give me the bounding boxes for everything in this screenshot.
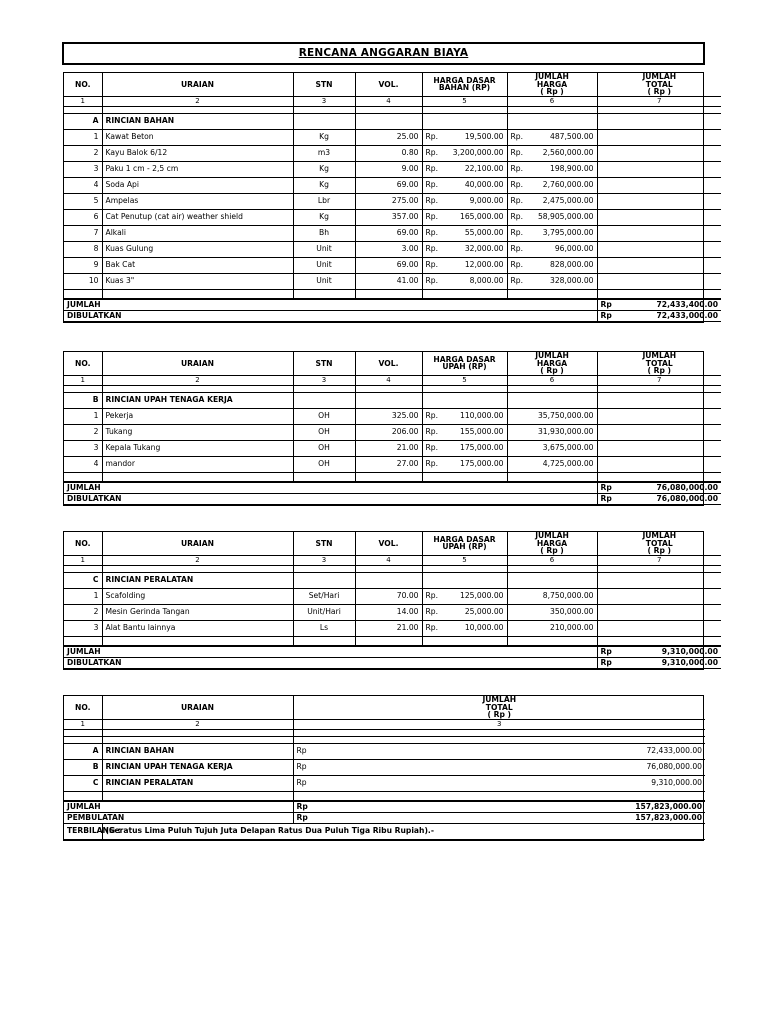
table-row <box>64 257 721 273</box>
index-row: 1 2 3 4 5 6 7 <box>64 96 721 106</box>
item-harga: Rp. 175,000.00 <box>422 440 507 456</box>
jumlah-row: JUMLAH Rp 72,433,400.00 <box>64 299 721 311</box>
item-jumlah: 31,930,000.00 <box>507 424 597 440</box>
item-harga: Rp. 25,000.00 <box>422 604 507 620</box>
item-vol: 0.80 <box>355 145 422 161</box>
item-jumlah: 4,725,000.00 <box>507 456 597 472</box>
item-no: 9 <box>64 257 102 273</box>
summary-code: C <box>64 775 102 791</box>
item-stn: Kg <box>293 129 355 145</box>
col-no: NO. <box>64 696 102 719</box>
item-no: 4 <box>64 456 102 472</box>
item-vol: 357.00 <box>355 209 422 225</box>
table-row <box>64 620 721 636</box>
item-jumlah: Rp. 58,905,000.00 <box>507 209 597 225</box>
item-stn: Unit <box>293 257 355 273</box>
item-uraian: Mesin Gerinda Tangan <box>102 604 293 620</box>
item-jumlah: Rp. 198,900.00 <box>507 161 597 177</box>
item-no: 2 <box>64 424 102 440</box>
item-jumlah: Rp. 3,795,000.00 <box>507 225 597 241</box>
item-vol: 206.00 <box>355 424 422 440</box>
item-stn: Ls <box>293 620 355 636</box>
item-harga: Rp. 110,000.00 <box>422 408 507 424</box>
col-vol: VOL. <box>355 73 422 96</box>
table-row <box>64 588 721 604</box>
item-jumlah: 35,750,000.00 <box>507 408 597 424</box>
item-harga: Rp. 8,000.00 <box>422 273 507 289</box>
col-uraian: URAIAN <box>102 352 293 375</box>
col-jumlah-harga: JUMLAH HARGA ( Rp ) <box>507 73 597 96</box>
item-vol: 69.00 <box>355 177 422 193</box>
item-vol: 21.00 <box>355 440 422 456</box>
dibulatkan-row: DIBULATKAN Rp 72,433,000.00 <box>64 310 721 321</box>
summary-rp: Rp <box>293 759 341 775</box>
item-vol: 9.00 <box>355 161 422 177</box>
col-vol: VOL. <box>355 532 422 555</box>
jumlah-row: JUMLAH Rp 76,080,000.00 <box>64 482 721 494</box>
section-b-table <box>63 351 718 506</box>
col-stn: STN <box>293 532 355 555</box>
col-stn: STN <box>293 73 355 96</box>
item-uraian: Pekerja <box>102 408 293 424</box>
section-c-table <box>63 531 718 670</box>
col-vol: VOL. <box>355 352 422 375</box>
item-vol: 275.00 <box>355 193 422 209</box>
item-vol: 21.00 <box>355 620 422 636</box>
item-no: 7 <box>64 225 102 241</box>
col-no: NO. <box>64 73 102 96</box>
item-harga: Rp. 22,100.00 <box>422 161 507 177</box>
item-stn: Lbr <box>293 193 355 209</box>
item-stn: OH <box>293 408 355 424</box>
item-harga: Rp. 10,000.00 <box>422 620 507 636</box>
item-stn: OH <box>293 440 355 456</box>
item-jumlah: Rp. 828,000.00 <box>507 257 597 273</box>
col-no: NO. <box>64 532 102 555</box>
item-no: 4 <box>64 177 102 193</box>
summary-pembulatan-row: PEMBULATAN Rp 157,823,000.00 <box>64 812 705 823</box>
item-stn: Unit <box>293 273 355 289</box>
col-uraian: URAIAN <box>102 532 293 555</box>
item-harga: Rp. 165,000.00 <box>422 209 507 225</box>
item-no: 3 <box>64 161 102 177</box>
item-uraian: Bak Cat <box>102 257 293 273</box>
item-jumlah: Rp. 96,000.00 <box>507 241 597 257</box>
table-row <box>64 209 721 225</box>
item-harga: Rp. 125,000.00 <box>422 588 507 604</box>
jumlah-row: JUMLAH Rp 9,310,000.00 <box>64 646 721 658</box>
index-row: 1 2 3 4 5 6 7 <box>64 375 721 385</box>
item-uraian: Ampelas <box>102 193 293 209</box>
col-jumlah-harga: JUMLAH HARGA ( Rp ) <box>507 532 597 555</box>
index-row: 1 2 3 4 5 6 7 <box>64 555 721 565</box>
summary-rp: Rp <box>293 743 341 759</box>
item-stn: Unit <box>293 241 355 257</box>
item-no: 2 <box>64 145 102 161</box>
item-no: 8 <box>64 241 102 257</box>
item-stn: m3 <box>293 145 355 161</box>
col-uraian: URAIAN <box>102 696 293 719</box>
table-row <box>64 424 721 440</box>
col-harga-dasar: HARGA DASAR UPAH (RP) <box>422 352 507 375</box>
item-vol: 69.00 <box>355 225 422 241</box>
summary-table <box>63 695 704 841</box>
section-a-table <box>63 72 718 323</box>
item-jumlah: 8,750,000.00 <box>507 588 597 604</box>
item-harga: Rp. 40,000.00 <box>422 177 507 193</box>
page-title: RENCANA ANGGARAN BIAYA <box>298 47 469 59</box>
item-stn: OH <box>293 424 355 440</box>
item-vol: 325.00 <box>355 408 422 424</box>
summary-code: A <box>64 743 102 759</box>
item-uraian: Kepala Tukang <box>102 440 293 456</box>
table-row <box>64 456 721 472</box>
col-no: NO. <box>64 352 102 375</box>
dibulatkan-row: DIBULATKAN Rp 76,080,000.00 <box>64 493 721 504</box>
item-no: 1 <box>64 129 102 145</box>
col-harga-dasar: HARGA DASAR BAHAN (RP) <box>422 73 507 96</box>
item-uraian: Alkali <box>102 225 293 241</box>
item-harga: Rp. 9,000.00 <box>422 193 507 209</box>
item-jumlah: 210,000.00 <box>507 620 597 636</box>
summary-rp: Rp <box>293 775 341 791</box>
item-vol: 70.00 <box>355 588 422 604</box>
col-jumlah-total: JUMLAH TOTAL ( Rp ) <box>597 73 721 96</box>
item-uraian: Kayu Balok 6/12 <box>102 145 293 161</box>
terbilang-row <box>64 823 705 839</box>
item-vol: 69.00 <box>355 257 422 273</box>
table-row <box>64 129 721 145</box>
item-jumlah: 3,675,000.00 <box>507 440 597 456</box>
col-harga-dasar: HARGA DASAR UPAH (RP) <box>422 532 507 555</box>
title-box <box>62 42 705 65</box>
item-stn: Unit/Hari <box>293 604 355 620</box>
terbilang-text: (Seratus Lima Puluh Tujuh Juta Delapan Ratus Dua Puluh Tiga Ribu Rupiah).- <box>102 823 705 839</box>
col-jumlah-total: JUMLAH TOTAL ( Rp ) <box>597 532 721 555</box>
item-stn: Bh <box>293 225 355 241</box>
item-jumlah: Rp. 328,000.00 <box>507 273 597 289</box>
item-uraian: mandor <box>102 456 293 472</box>
table-row <box>64 161 721 177</box>
section-heading: B RINCIAN UPAH TENAGA KERJA <box>64 392 721 408</box>
col-stn: STN <box>293 352 355 375</box>
item-uraian: Kuas Gulung <box>102 241 293 257</box>
summary-total: 72,433,000.00 <box>341 743 705 759</box>
summary-total: 9,310,000.00 <box>341 775 705 791</box>
table-row <box>64 604 721 620</box>
item-stn: Set/Hari <box>293 588 355 604</box>
table-row <box>64 440 721 456</box>
item-vol: 3.00 <box>355 241 422 257</box>
col-jumlah-total: JUMLAH TOTAL ( Rp ) <box>293 696 705 719</box>
item-no: 1 <box>64 588 102 604</box>
item-jumlah: Rp. 487,500.00 <box>507 129 597 145</box>
item-stn: Kg <box>293 177 355 193</box>
summary-jumlah-row: JUMLAH Rp 157,823,000.00 <box>64 801 705 813</box>
item-uraian: Scafolding <box>102 588 293 604</box>
item-vol: 41.00 <box>355 273 422 289</box>
item-stn: Kg <box>293 209 355 225</box>
table-row <box>64 145 721 161</box>
col-jumlah-total: JUMLAH TOTAL ( Rp ) <box>597 352 721 375</box>
item-uraian: Kawat Beton <box>102 129 293 145</box>
item-vol: 25.00 <box>355 129 422 145</box>
summary-row <box>64 743 705 759</box>
item-harga: Rp. 12,000.00 <box>422 257 507 273</box>
item-no: 5 <box>64 193 102 209</box>
table-row <box>64 193 721 209</box>
item-jumlah: Rp. 2,475,000.00 <box>507 193 597 209</box>
summary-uraian: RINCIAN UPAH TENAGA KERJA <box>102 759 293 775</box>
item-harga: Rp. 19,500.00 <box>422 129 507 145</box>
table-row <box>64 241 721 257</box>
item-vol: 14.00 <box>355 604 422 620</box>
item-no: 1 <box>64 408 102 424</box>
item-jumlah: 350,000.00 <box>507 604 597 620</box>
item-uraian: Paku 1 cm - 2,5 cm <box>102 161 293 177</box>
item-harga: Rp. 32,000.00 <box>422 241 507 257</box>
item-harga: Rp. 3,200,000.00 <box>422 145 507 161</box>
item-no: 10 <box>64 273 102 289</box>
table-row <box>64 273 721 289</box>
index-row: 1 2 3 <box>64 719 705 729</box>
item-stn: Kg <box>293 161 355 177</box>
summary-uraian: RINCIAN PERALATAN <box>102 775 293 791</box>
item-no: 3 <box>64 620 102 636</box>
item-jumlah: Rp. 2,760,000.00 <box>507 177 597 193</box>
dibulatkan-row: DIBULATKAN Rp 9,310,000.00 <box>64 657 721 668</box>
section-heading: C RINCIAN PERALATAN <box>64 572 721 588</box>
item-no: 2 <box>64 604 102 620</box>
item-jumlah: Rp. 2,560,000.00 <box>507 145 597 161</box>
table-row <box>64 408 721 424</box>
item-uraian: Tukang <box>102 424 293 440</box>
item-harga: Rp. 175,000.00 <box>422 456 507 472</box>
item-harga: Rp. 55,000.00 <box>422 225 507 241</box>
col-jumlah-harga: JUMLAH HARGA ( Rp ) <box>507 352 597 375</box>
item-uraian: Cat Penutup (cat air) weather shield <box>102 209 293 225</box>
item-no: 6 <box>64 209 102 225</box>
item-uraian: Soda Api <box>102 177 293 193</box>
item-uraian: Alat Bantu lainnya <box>102 620 293 636</box>
item-no: 3 <box>64 440 102 456</box>
item-harga: Rp. 155,000.00 <box>422 424 507 440</box>
table-row <box>64 225 721 241</box>
table-row <box>64 177 721 193</box>
item-stn: OH <box>293 456 355 472</box>
summary-total: 76,080,000.00 <box>341 759 705 775</box>
summary-uraian: RINCIAN BAHAN <box>102 743 293 759</box>
item-vol: 27.00 <box>355 456 422 472</box>
item-uraian: Kuas 3" <box>102 273 293 289</box>
summary-row <box>64 775 705 791</box>
section-heading: A RINCIAN BAHAN <box>64 113 721 129</box>
summary-code: B <box>64 759 102 775</box>
terbilang-label: TERBILANG : <box>64 823 102 839</box>
summary-row <box>64 759 705 775</box>
col-uraian: URAIAN <box>102 73 293 96</box>
